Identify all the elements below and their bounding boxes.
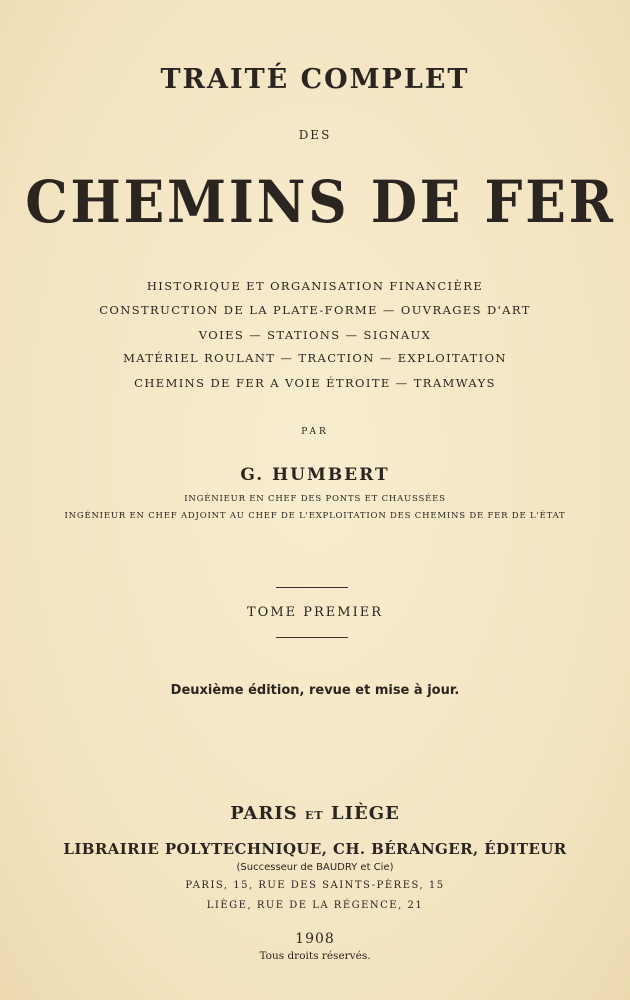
city-paris: PARIS (230, 803, 298, 824)
publisher-successor: (Successeur de BAUDRY et Cie) (236, 862, 394, 873)
divider-rule (276, 587, 348, 588)
author-name: G. HUMBERT (240, 465, 390, 485)
divider-rule (276, 637, 348, 638)
address-paris: PARIS, 15, RUE DES SAINTS-PÈRES, 15 (185, 880, 445, 891)
author-credential: INGÉNIEUR EN CHEF DES PONTS ET CHAUSSÉES (184, 494, 446, 504)
subject-line: VOIES — STATIONS — SIGNAUX (198, 328, 432, 342)
city-conjunction: ET (305, 809, 324, 822)
publication-year: 1908 (295, 931, 335, 947)
author-credential: INGÉNIEUR EN CHEF ADJOINT AU CHEF DE L'EXPLOITATION DES CHEMINS DE FER DE L'ÉTAT (64, 511, 566, 521)
main-title: CHEMINS DE FER (25, 168, 616, 236)
rights-notice: Tous droits réservés. (259, 950, 371, 962)
title-line-1: TRAITÉ COMPLET (160, 64, 470, 95)
subject-line: HISTORIQUE ET ORGANISATION FINANCIÈRE (146, 279, 484, 293)
subject-line: CHEMINS DE FER A VOIE ÉTROITE — TRAMWAYS (134, 376, 496, 390)
city-liege: LIÈGE (330, 803, 400, 824)
subject-line: MATÉRIEL ROULANT — TRACTION — EXPLOITATION (123, 351, 507, 365)
volume-label: TOME PREMIER (246, 605, 383, 620)
by-label: PAR (301, 427, 329, 437)
publisher-name: LIBRAIRIE POLYTECHNIQUE, CH. BÉRANGER, ÉDITEUR (63, 840, 567, 858)
title-line-2: DES (298, 128, 332, 142)
subject-line: CONSTRUCTION DE LA PLATE-FORME — OUVRAGES D'ART (99, 303, 531, 317)
edition-note: Deuxième édition, revue et mise à jour. (170, 683, 460, 698)
imprint-cities (0, 803, 630, 824)
address-liege: LIÈGE, RUE DE LA RÉGENCE, 21 (206, 900, 424, 911)
